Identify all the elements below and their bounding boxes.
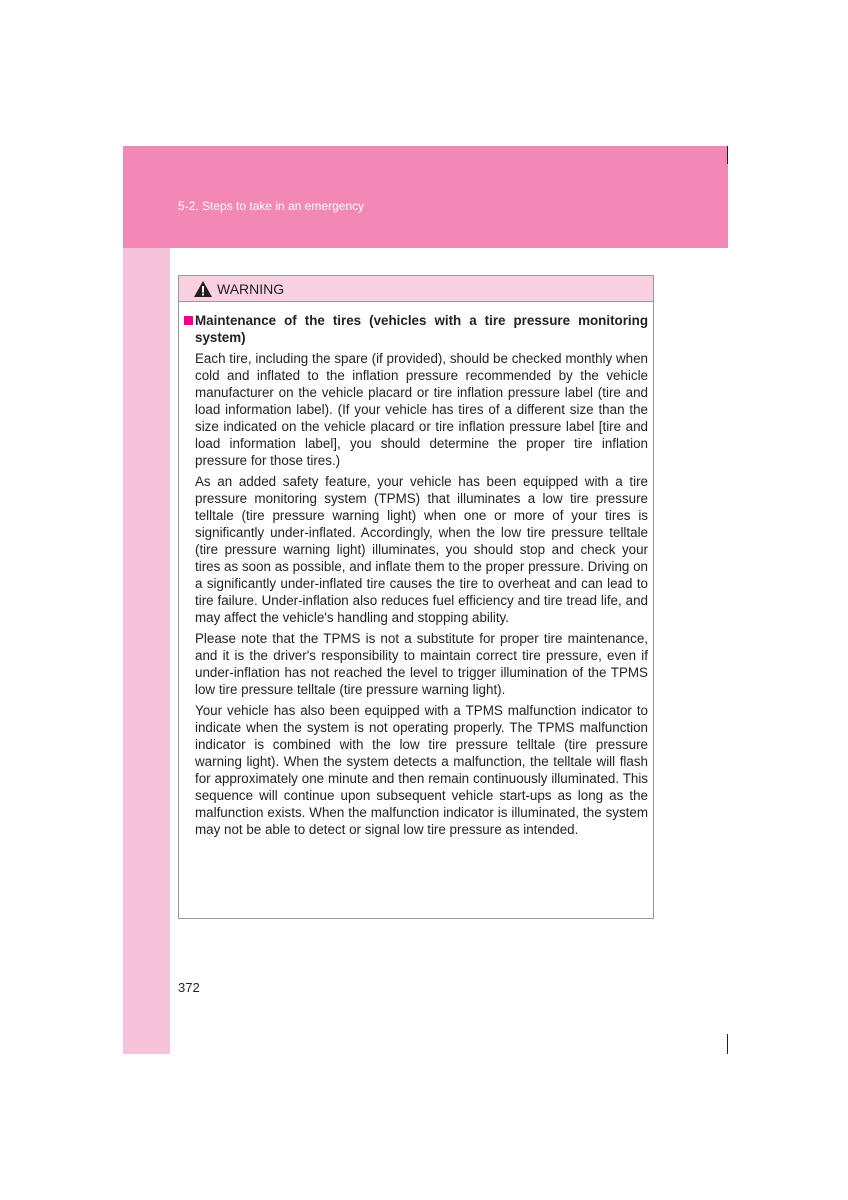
item-heading-text: Maintenance of the tires (vehicles with a tire pressure monitoring system)	[195, 313, 648, 345]
crop-mark-bottom	[727, 1034, 728, 1054]
section-title: 5-2. Steps to take in an emergency	[178, 199, 365, 213]
bullet-square-icon	[184, 316, 193, 325]
side-strip	[123, 248, 170, 1054]
header-band	[123, 146, 728, 248]
warning-header	[179, 276, 653, 302]
paragraph-1: Each tire, including the spare (if provided), should be checked monthly when cold and inflated to the inflation pressure recommended by the vehicle manufacturer on the vehicle placard or tire inflation pressure label (tire and load information label). (If your vehicle has tires of a different size than the size indicated on the vehicle placard or tire inflation pressure label [tire and load information label], you should determine the proper tire inflation pressure for those tires.)	[195, 351, 648, 468]
paragraph-3: Please note that the TPMS is not a substitute for proper tire maintenance, and it is the driver's responsibility to maintain correct tire pressure, even if under-inflation has not reached the level to trigger illumination of the TPMS low tire pressure telltale (tire pressure warning light).	[195, 631, 648, 697]
warning-box	[178, 275, 654, 919]
page-number: 372	[178, 980, 200, 995]
warning-label: WARNING	[217, 280, 285, 297]
warning-triangle-icon	[193, 280, 213, 298]
warning-content	[179, 302, 653, 838]
paragraph-4: Your vehicle has also been equipped with a TPMS malfunction indicator to indicate when the system is not operating properly. The TPMS malfunction indicator is combined with the low tire pressure telltale (tire pressure warning light). When the system detects a malfunction, the telltale will flash for approximately one minute and then remain continuously illuminated. This sequence will continue upon subsequent vehicle start-ups as long as the malfunction exists. When the malfunction indicator is illuminated, the system may not be able to detect or signal low tire pressure as intended.	[195, 703, 648, 837]
item-heading	[184, 312, 648, 346]
paragraph-2: As an added safety feature, your vehicle has been equipped with a tire pressure monitoring system (TPMS) that illuminates a low tire pressure telltale (tire pressure warning light) when one or more of your tires is significantly under-inflated. Accordingly, when the low tire pressure telltale (tire pressure warning light) illuminates, you should stop and check your tires as soon as possible, and inflate them to the proper pressure. Driving on a significantly under-inflated tire causes the tire to overheat and can lead to tire failure. Under-inflation also reduces fuel efficiency and tire tread life, and may affect the vehicle's handling and stopping ability.	[195, 474, 648, 625]
crop-mark-top	[727, 146, 728, 164]
